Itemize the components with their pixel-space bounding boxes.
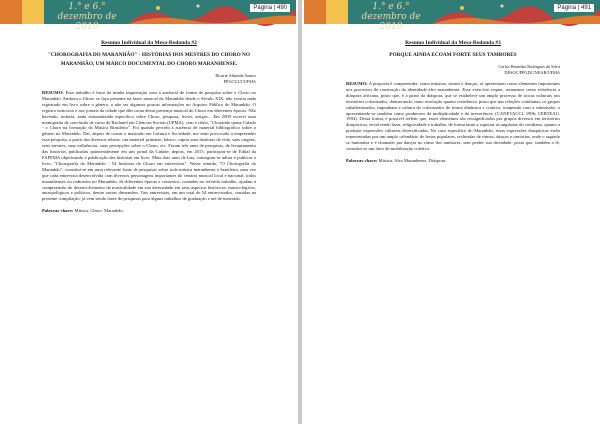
- section-title: Resumo Individual da Mesa-Redonda #3: [405, 40, 501, 46]
- keywords-text: Música, Afro Maranhense, Diáspora.: [378, 157, 447, 163]
- event-logo: [50, 2, 124, 32]
- abstract: [42, 90, 256, 202]
- page-number: Página | 491: [554, 4, 594, 12]
- yellow-band: [22, 0, 44, 24]
- logo-line1: 1.° e 6.°: [372, 2, 410, 12]
- keywords-text: Música, Choro, Maranhão.: [74, 208, 124, 214]
- page-gutter: [298, 0, 302, 424]
- abstract: [346, 81, 560, 152]
- paper-title: "CHOROGRAFIA DO MARANHÃO" - HISTÓRIAS DOS MESTRES DO CHORO NO MARANHÃO, UM MARCO DOCUMENTAL DO CHORO MARANHENSE.: [47, 52, 251, 67]
- abstract-text: Esse trabalho é fruto da minha inquietação com a ausência de fontes de pesquisa sobre o Choro no Maranhão. Embora o Choro se faça presente na fazer musical do Maranhão desde o Século XIX, não existia nada registrado em livro sobre o gênero, a não ser algumas poucas informações no Arquivo Público do Maranhão. O registro noticioso e nos jornais da cidade que dão conta dessa presença musical do Choro em diferentes épocas. Não havendo, todavia, nada sistematizado específico sobre Choro, pesquisa, livros, artigos... Em 2009 escrevi uma monografia de conclusão de curso de Bacharel em Ciências Sociais (UFMA), com o título, "Chorando quase Calado - o Choro na formação da Música Brasileira". Foi quando percebi a ausência de material bibliográfico sobre o gênero no Maranhão. Daí, depois de cursar o mestrado em Cultura e Sociedade, me senti provocado a empreender essa pesquisa, a partir dos diversos relatos, um material primário, básico, captar suas histórias de vida, suas origens, seus mestres, suas influências, suas percepções sobre o Choro, etc. Foram três anos de pesquisas, de levantamento das histórias, publicadas quinzenalmente em um jornal da Cidade; depois, em 2015, participou-se de Edital da FAPEMA objetivando a publicação das histórias em livro. Mais dois anos de luta, conseguiu-se aditar e publicar o livro, "Chorografia do Maranhão - 54 histórias do Choro em entrevistas". Nesse sentido, "O Chorografia do Maranhão", constitui-se em uma relevante fonte de pesquisas sobre toda música maranhense e brasileira, uma vez que cada entrevista desenvolvida com diversos personagens importantes do cenário musical local e nacional, todos maranhenses ou radicados no Maranhão, de diferentes épocas e contextos, contadas no referido trabalho, ajudam à compreensão do desenvolvimento da musicalidade em sua diversidade em seus aspectos históricos, musicológicos, antropológicos e políticos, dentre outras dimensões. Tais entrevistas, em um total de 54 entrevistados, contidas na presente compilação, já vem sendo fonte de pesquisas para alguns trabalhos de graduação e até de mestrado.: [42, 90, 256, 202]
- logo-line2: dezembro de 2019: [57, 12, 117, 32]
- author-affiliation: PPGCULT/UFMA: [223, 78, 256, 84]
- event-logo: [354, 2, 428, 32]
- page-header: [0, 0, 296, 32]
- abstract-text: A proposta é compreender, como músicas, ritmos e danças, se apresentam como elementos importantes nos processos de construção da identidade afro maranhense. Esse exercício requer, tornarmos como referência a diáspora africana, posto que, é a partir da diáspora, que se estabelece um amplo processo de trocas culturais nos territórios colonizados, demarcando, tanto resolução quanto resistência, posto que nas relações cotidianas, os grupos subalternizados, impunham a cultura do colonizador de forma dinâmica e criativa, rompendo com a submissão, o apresentando-se também como produtores da multiplicidade e da irreverência. (CANEVACCI, 1996; CERTEAU, 1994). Dessa forma, é possível refletir que, esses elementos são ressignificados por grupos diversos em territórios diaspóricos, envolvendo lazer, religiosidade e trabalho, de forma tanto a suportar as angústias do cotidiano, quanto a produzir expressões culturais diversificadas. No caso específico do Maranhão, essas expressões diaspóricas estão representadas por um amplo calendário de festas populares, recheadas de ritmos, danças e cantorias, onde o sagrado se humaniza e é chamado pra dançar no ritmo dos tambores, sem perder sua divindade, posto que, também a fé, constitui-se um fator de mobilização coletiva.: [346, 81, 560, 151]
- author-block: [42, 73, 256, 84]
- keywords-label: Palavras-chave:: [42, 208, 74, 214]
- paper-title: PORQUE AINDA ECOAM FORTE SEUS TAMBORES: [389, 52, 517, 58]
- logo-line2: dezembro de 2019: [361, 12, 421, 32]
- author-affiliation: DESOC/PPGDC/NEAB/UFMA: [504, 69, 560, 75]
- author-name: Carlos Benedito Rodrigues da Silva: [498, 64, 560, 69]
- author-block: [346, 64, 560, 75]
- abstract-label: RESUMO:: [346, 81, 368, 86]
- orange-band: [304, 0, 326, 24]
- keywords: [346, 158, 560, 164]
- page-number: Página | 490: [250, 4, 290, 12]
- orange-band: [0, 0, 22, 24]
- left-page: [0, 0, 296, 424]
- right-page: [304, 0, 600, 424]
- abstract-label: RESUMO:: [42, 90, 64, 95]
- left-content: [42, 40, 256, 214]
- keywords: [42, 208, 256, 214]
- author-name: Ricarte Almeida Santos: [215, 73, 256, 78]
- section-title: Resumo Individual da Mesa-Redonda #2: [101, 40, 197, 46]
- logo-line1: 1.° e 6.°: [68, 2, 106, 12]
- yellow-band: [326, 0, 348, 24]
- keywords-label: Palavras-chave:: [346, 157, 378, 163]
- right-content: [346, 40, 560, 164]
- page-header: [304, 0, 600, 32]
